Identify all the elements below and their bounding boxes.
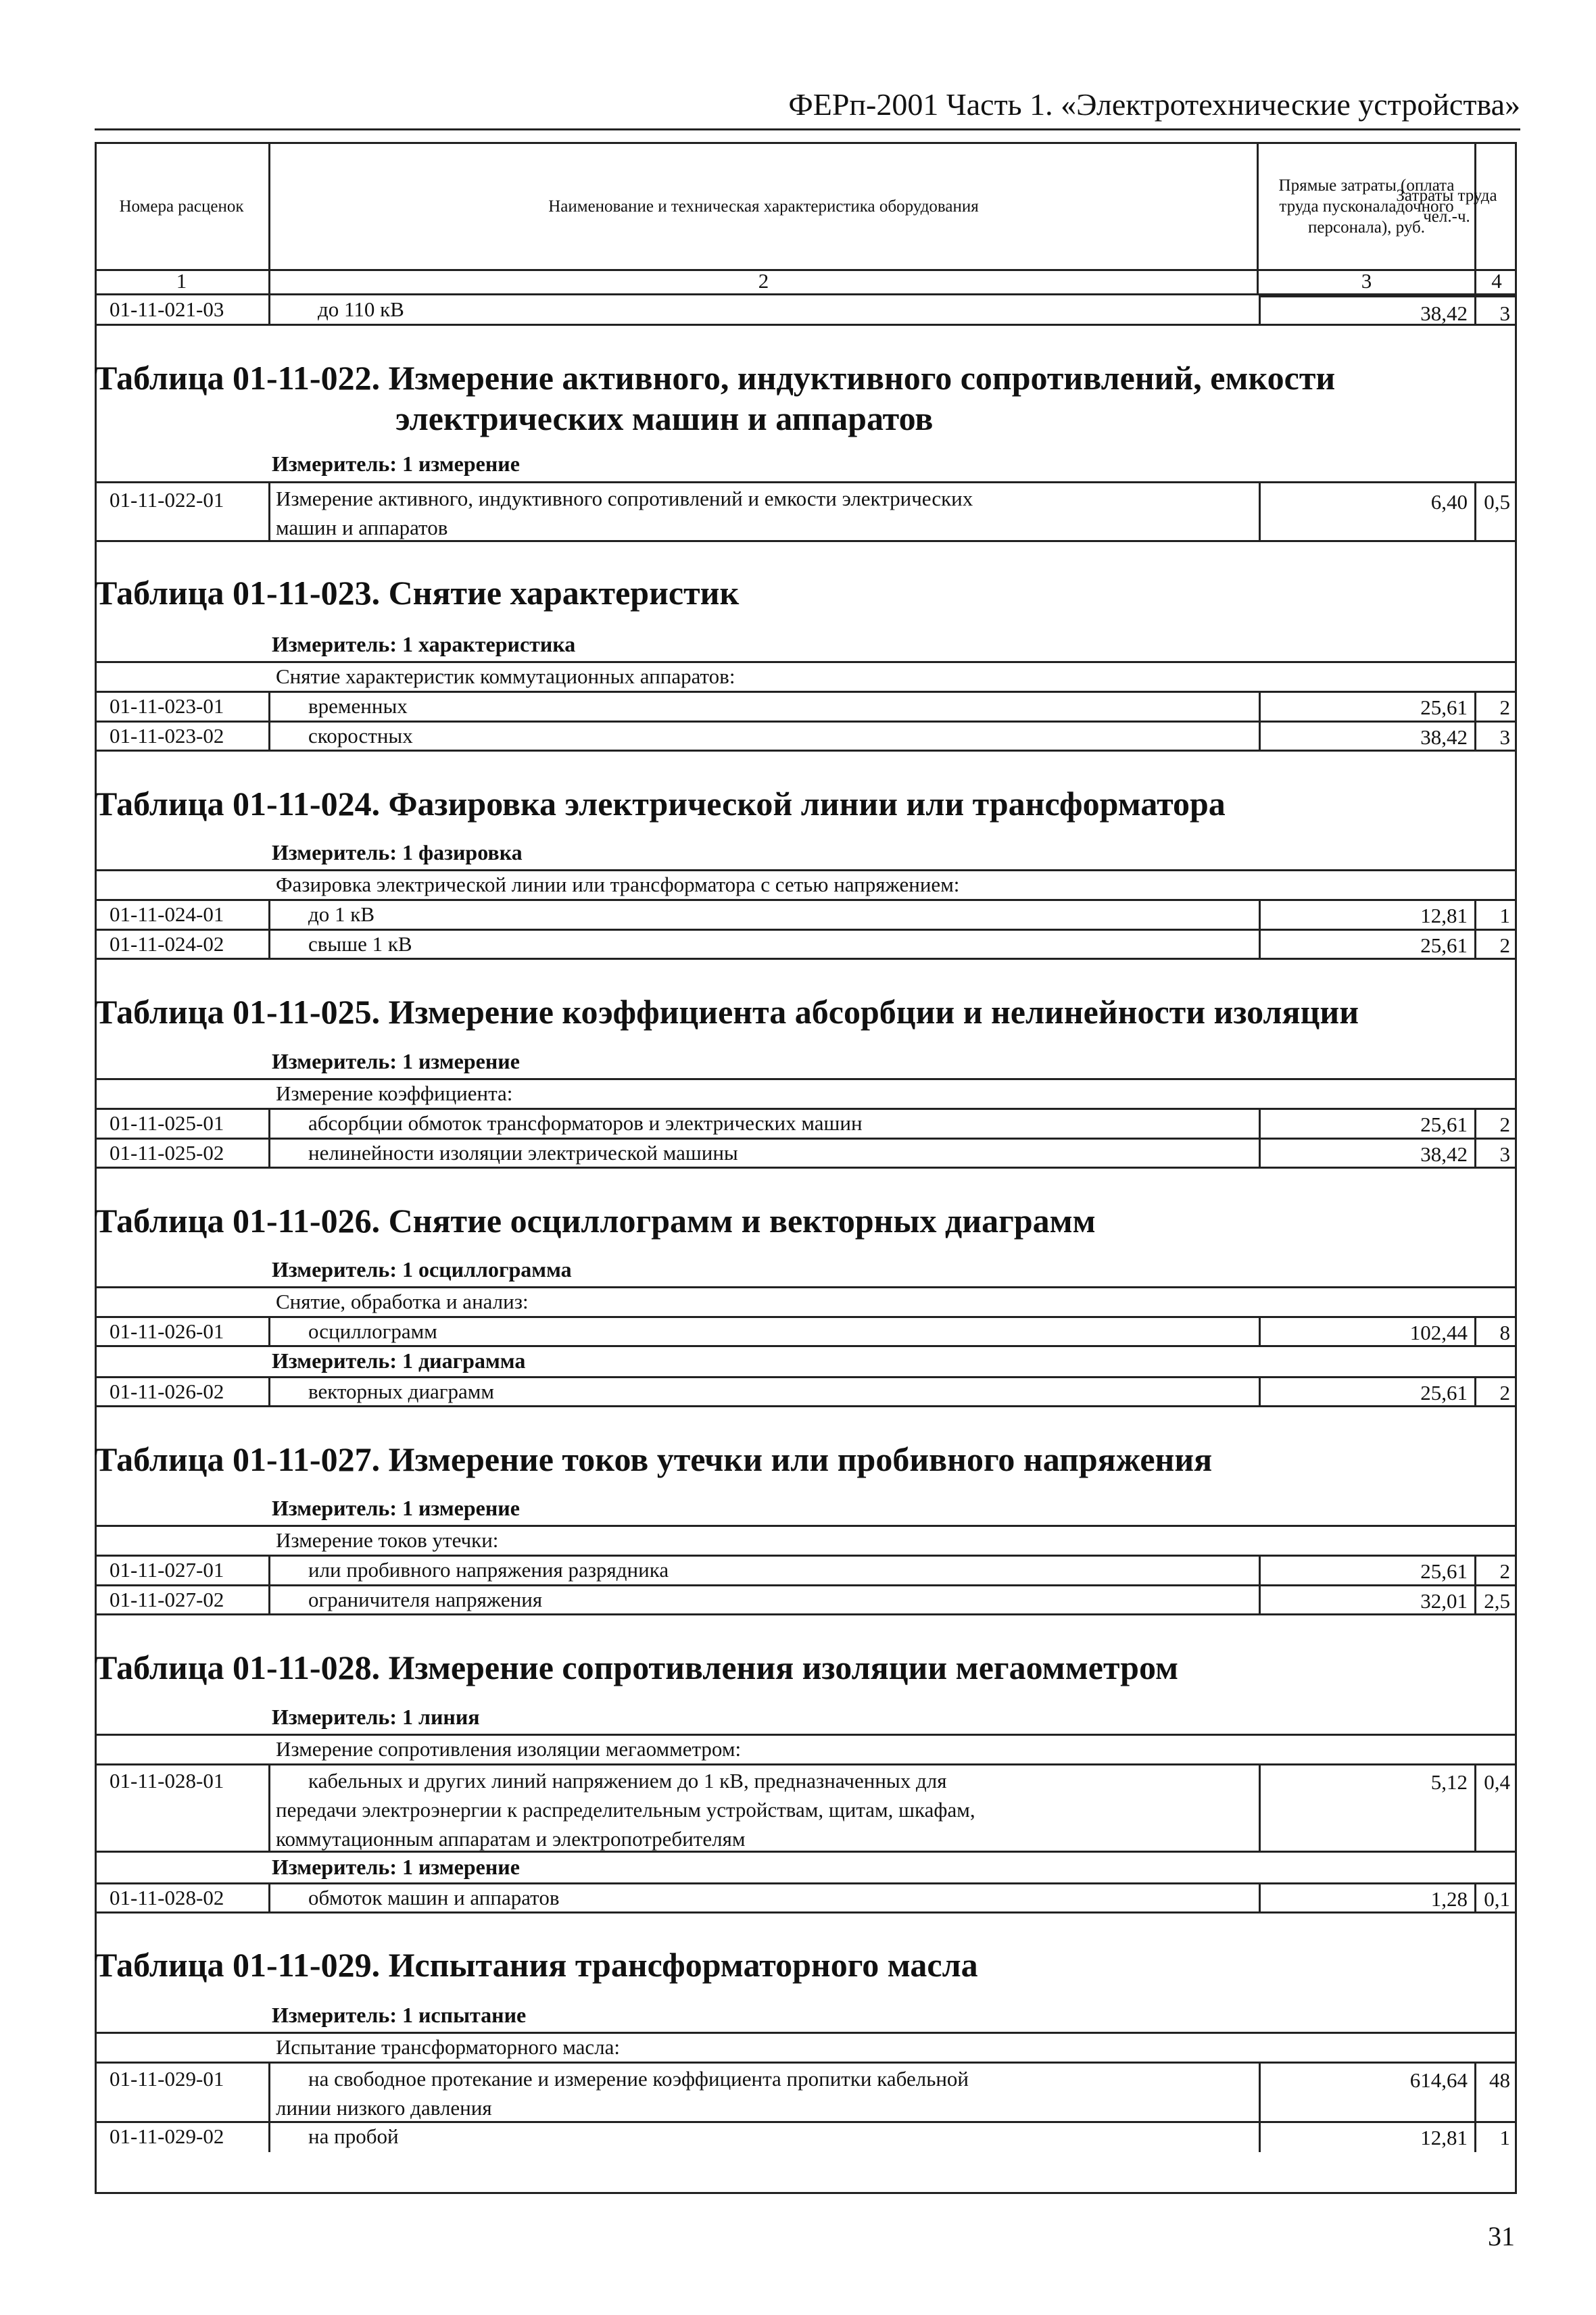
table-title: Таблица 01-11-026. Снятие осциллограмм и векторных диаграмм — [95, 1202, 1096, 1240]
col-header-cost: Прямые затраты (оплата труда пусконаладочного персонала), руб. — [1259, 144, 1476, 269]
row-code: 01-11-025-02 — [95, 1140, 270, 1167]
col-header-name: Наименование и техническая характеристика оборудования — [270, 144, 1259, 269]
row-description: нелинейности изоляции электрической машины — [308, 1141, 738, 1165]
row-labor: 2,5 — [1484, 1589, 1510, 1613]
header-rule — [95, 128, 1520, 130]
table-row — [95, 1138, 1517, 1169]
row-code: 01-11-028-02 — [95, 1884, 270, 1911]
table-row — [95, 1376, 1517, 1407]
table-title: Таблица 01-11-022. Измерение активного, индуктивного сопротивлений, емкости — [95, 359, 1336, 397]
group-heading-row — [95, 1734, 1517, 1763]
group-heading: Фазировка электрической линии или трансформатора с сетью напряжением: — [276, 873, 960, 896]
row-description: векторных диаграмм — [308, 1380, 495, 1403]
table-title: Таблица 01-11-023. Снятие характеристик — [95, 574, 740, 612]
row-description: скоростных — [308, 724, 413, 748]
row-code: 01-11-021-03 — [95, 295, 270, 324]
row-cost: 38,42 — [1259, 295, 1476, 324]
col-number-2: 2 — [270, 271, 1259, 293]
row-labor: 3 — [1499, 725, 1510, 749]
column-number-row — [95, 269, 1517, 293]
measurement-unit: Измеритель: 1 диаграмма — [272, 1348, 526, 1373]
measurement-unit: Измеритель: 1 характеристика — [272, 632, 576, 656]
row-code: 01-11-027-01 — [95, 1557, 270, 1584]
row-code: 01-11-028-01 — [95, 1765, 270, 1851]
row-description: или пробивного напряжения разрядника — [308, 1558, 669, 1582]
row-description — [270, 2064, 1259, 2121]
measurement-unit: Измеритель: 1 измерение — [272, 1496, 520, 1520]
table-row — [95, 1316, 1517, 1347]
row-cost: 38,42 — [1259, 1140, 1476, 1167]
row-code: 01-11-024-01 — [95, 901, 270, 929]
table-row — [95, 1882, 1517, 1914]
page-number: 31 — [1488, 2221, 1515, 2251]
table-title: Таблица 01-11-029. Испытания трансформаторного масла — [95, 1946, 978, 1984]
measurement-unit: Измеритель: 1 фазировка — [272, 840, 523, 864]
row-cost: 25,61 — [1259, 1557, 1476, 1584]
row-labor: 3 — [1476, 295, 1517, 324]
description-line: кабельных и других линий напряжением до 1 кВ, предназначенных для — [308, 1769, 947, 1793]
group-heading: Измерение сопротивления изоляции мегаомметром: — [276, 1737, 742, 1761]
row-labor: 2 — [1499, 1559, 1510, 1583]
row-code: 01-11-024-02 — [95, 931, 270, 958]
row-description: временных — [308, 694, 408, 718]
group-heading-row — [95, 869, 1517, 899]
measurement-unit: Измеритель: 1 линия — [272, 1705, 480, 1729]
row-code: 01-11-027-02 — [95, 1586, 270, 1613]
table-title-continued: электрических машин и аппаратов — [395, 399, 934, 437]
row-description — [270, 1765, 1259, 1851]
row-labor: 3 — [1499, 1142, 1510, 1166]
row-labor: 0,4 — [1484, 1770, 1510, 1794]
group-heading-row — [95, 1525, 1517, 1555]
row-code: 01-11-029-02 — [95, 2123, 270, 2152]
row-code: 01-11-023-01 — [95, 693, 270, 721]
table-row — [95, 481, 1517, 542]
row-description: ограничителя напряжения — [308, 1588, 543, 1611]
row-cost: 25,61 — [1259, 1378, 1476, 1405]
row-labor: 48 — [1489, 2068, 1510, 2092]
row-cost: 25,61 — [1259, 693, 1476, 721]
row-labor: 0,5 — [1484, 490, 1510, 514]
row-labor: 8 — [1499, 1321, 1510, 1344]
col-header-labor: Затраты труда чел.-ч. — [1396, 186, 1497, 226]
description-line: коммутационным аппаратам и электропотребителям — [276, 1826, 746, 1851]
measurement-unit: Измеритель: 1 измерение — [272, 452, 520, 476]
measurement-unit: Измеритель: 1 измерение — [272, 1049, 520, 1073]
row-description — [270, 483, 1259, 540]
measurement-unit: Измеритель: 1 испытание — [272, 2003, 527, 2027]
row-code: 01-11-025-01 — [95, 1110, 270, 1138]
table-row — [95, 293, 1517, 326]
description-line: передачи электроэнергии к распределительным устройствам, щитам, шкафам, — [276, 1797, 975, 1822]
row-cost: 38,42 — [1259, 723, 1476, 750]
row-description: осциллограмм — [308, 1319, 437, 1343]
row-cost: 1,28 — [1259, 1884, 1476, 1911]
table-row — [95, 691, 1517, 721]
row-cost: 614,64 — [1259, 2064, 1476, 2121]
table-row — [95, 899, 1517, 929]
row-cost: 5,12 — [1259, 1765, 1476, 1851]
description-line: машин и аппаратов — [276, 515, 448, 539]
group-heading-row — [95, 2032, 1517, 2062]
row-labor: 2 — [1499, 696, 1510, 719]
description-line: Измерение активного, индуктивного сопротивлений и емкости электрических — [276, 487, 973, 510]
col-number-3: 3 — [1259, 271, 1476, 293]
measurement-unit: Измеритель: 1 осциллограмма — [272, 1257, 572, 1282]
group-heading: Снятие характеристик коммутационных аппаратов: — [276, 664, 735, 688]
row-labor: 2 — [1499, 1381, 1510, 1405]
group-heading: Измерение коэффициента: — [276, 1081, 513, 1105]
row-cost: 12,81 — [1259, 2123, 1476, 2152]
table-row — [95, 721, 1517, 752]
group-heading-row — [95, 1286, 1517, 1316]
table-row — [95, 1555, 1517, 1584]
table-row — [95, 2121, 1517, 2152]
row-description: на пробой — [308, 2124, 399, 2148]
row-cost: 12,81 — [1259, 901, 1476, 929]
group-heading: Испытание трансформаторного масла: — [276, 2035, 621, 2059]
description-line: на свободное протекание и измерение коэффициента пропитки кабельной — [308, 2067, 969, 2091]
table-title: Таблица 01-11-025. Измерение коэффициента абсорбции и нелинейности изоляции — [95, 993, 1359, 1031]
col-header-code: Номера расценок — [95, 144, 270, 269]
row-cost: 25,61 — [1259, 1110, 1476, 1138]
description-line: линии низкого давления — [276, 2095, 492, 2120]
row-code: 01-11-026-01 — [95, 1318, 270, 1345]
row-code: 01-11-023-02 — [95, 723, 270, 750]
table-row — [95, 929, 1517, 960]
row-description: абсорбции обмоток трансформаторов и электрических машин — [308, 1111, 863, 1135]
row-labor: 0,1 — [1484, 1887, 1510, 1911]
row-cost: 102,44 — [1259, 1318, 1476, 1345]
row-labor: 2 — [1499, 933, 1510, 957]
table-row — [95, 1584, 1517, 1615]
row-labor: 2 — [1499, 1113, 1510, 1136]
row-description: до 1 кВ — [308, 902, 375, 926]
column-header-row — [95, 142, 1517, 269]
table-title: Таблица 01-11-024. Фазировка электрической линии или трансформатора — [95, 785, 1226, 823]
row-description: обмоток машин и аппаратов — [308, 1886, 560, 1909]
col-number-4: 4 — [1491, 271, 1502, 293]
row-code: 01-11-026-02 — [95, 1378, 270, 1405]
group-heading: Измерение токов утечки: — [276, 1528, 499, 1552]
row-labor: 1 — [1499, 904, 1510, 927]
table-title: Таблица 01-11-027. Измерение токов утечки или пробивного напряжения — [95, 1440, 1213, 1478]
group-heading-row — [95, 661, 1517, 691]
col-number-1: 1 — [95, 271, 270, 293]
row-cost: 32,01 — [1259, 1586, 1476, 1613]
row-description: до 110 кВ — [318, 297, 404, 321]
table-row — [95, 2062, 1517, 2121]
group-heading: Снятие, обработка и анализ: — [276, 1290, 529, 1313]
table-row — [95, 1108, 1517, 1138]
table-title: Таблица 01-11-028. Измерение сопротивления изоляции мегаомметром — [95, 1649, 1179, 1686]
table-row — [95, 1763, 1517, 1853]
row-cost: 6,40 — [1259, 483, 1476, 540]
running-header: ФЕРп-2001 Часть 1. «Электротехнические устройства» — [788, 87, 1520, 122]
group-heading-row — [95, 1078, 1517, 1108]
row-code: 01-11-022-01 — [95, 483, 270, 540]
measurement-unit: Измеритель: 1 измерение — [272, 1855, 520, 1879]
row-code: 01-11-029-01 — [95, 2064, 270, 2121]
row-labor: 1 — [1499, 2126, 1510, 2149]
row-cost: 25,61 — [1259, 931, 1476, 958]
row-description: свыше 1 кВ — [308, 932, 412, 956]
